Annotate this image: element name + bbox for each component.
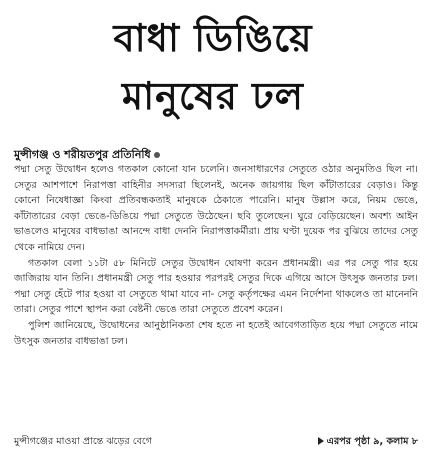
article-footer	[14, 434, 418, 450]
article-body	[14, 162, 418, 349]
arrow-right-icon	[318, 437, 324, 445]
paragraph-3: পুলিশ জানিয়েছে, উদ্বোধনের আনুষ্ঠানিকতা শেষ হতে না হতেই আবেগতাড়িত হয়ে পদ্মা সেতুতে নামে উৎসুক জনতার বাধভাঙা ঢল।	[14, 319, 418, 347]
last-line-text: মুন্সীগঞ্জের মাওয়া প্রান্তে ঝড়ের বেগে	[14, 436, 153, 447]
continued-text: এরপর পৃষ্ঠা ৯, কলাম ৮	[326, 436, 418, 447]
headline-line-1: বাধা ডিঙিয়ে	[113, 16, 313, 60]
headline-line-2: মানুষের ঢল	[122, 74, 304, 118]
paragraph-1: পদ্মা সেতু উদ্বোধন হলেও গতকাল কোনো যান চলেনি। জনসাধারণের সেতুতে ওঠার অনুমতিও ছিল না। সেতুর আশপাশে নিরাপত্তা বাহিনীর সদস্যরা ছিলেনই, অনেক জায়গায় ছিল কাঁটাতারের বেড়াও। কিন্তু কোনো নিষেধাজ্ঞা কিংবা প্রতিবন্ধকতাই মানুষকে ঠেকাতে পারেনি। মানুষ উল্লাস করে, নিয়ম ভেঙে, কাঁটাতারের বেড়া ভেঙে-ডিঙিয়ে পদ্মা সেতুতে উঠেছেন। ছবি তুলেছেন। ঘুরে বেড়িয়েছেন। অবশ্য আইন ভাঙলেও মানুষের বাধভাঙা আনন্দে বাধা দেননি নিরাপত্তাকর্মীরা। প্রায় ঘণ্টা দুয়েক পর বুঝিয়ে তাদের সেতু থেকে নামিয়ে দেন।	[14, 164, 418, 253]
paragraph-2: গতকাল বেলা ১১টা ৫৮ মিনিটে সেতুর উদ্বোধন ঘোষণা করেন প্রধানমন্ত্রী। এর পর সেতু পার হয়ে জাজিরায় যান তিনি। প্রধানমন্ত্রী সেতু পার হওয়ার পরপরই সেতুর দিকে এগিয়ে আসে উৎসুক জনতার ঢল। পদ্মা সেতু হেঁটে পার হওয়া বা সেতুতে থামা যাবে না- সেতু কর্তৃপক্ষের এমন নির্দেশনা থাকলেও তা মানেননি তারা। সেতুর পাশে স্থাপন করা বেষ্টনী ভেঙে তারা সেতুতে প্রবেশ করেন।	[14, 257, 418, 316]
continued-link[interactable]	[318, 434, 418, 450]
bullet-icon	[154, 152, 160, 158]
byline-text: মুন্সীগঞ্জ ও শরীয়তপুর প্রতিনিধি	[14, 148, 151, 161]
